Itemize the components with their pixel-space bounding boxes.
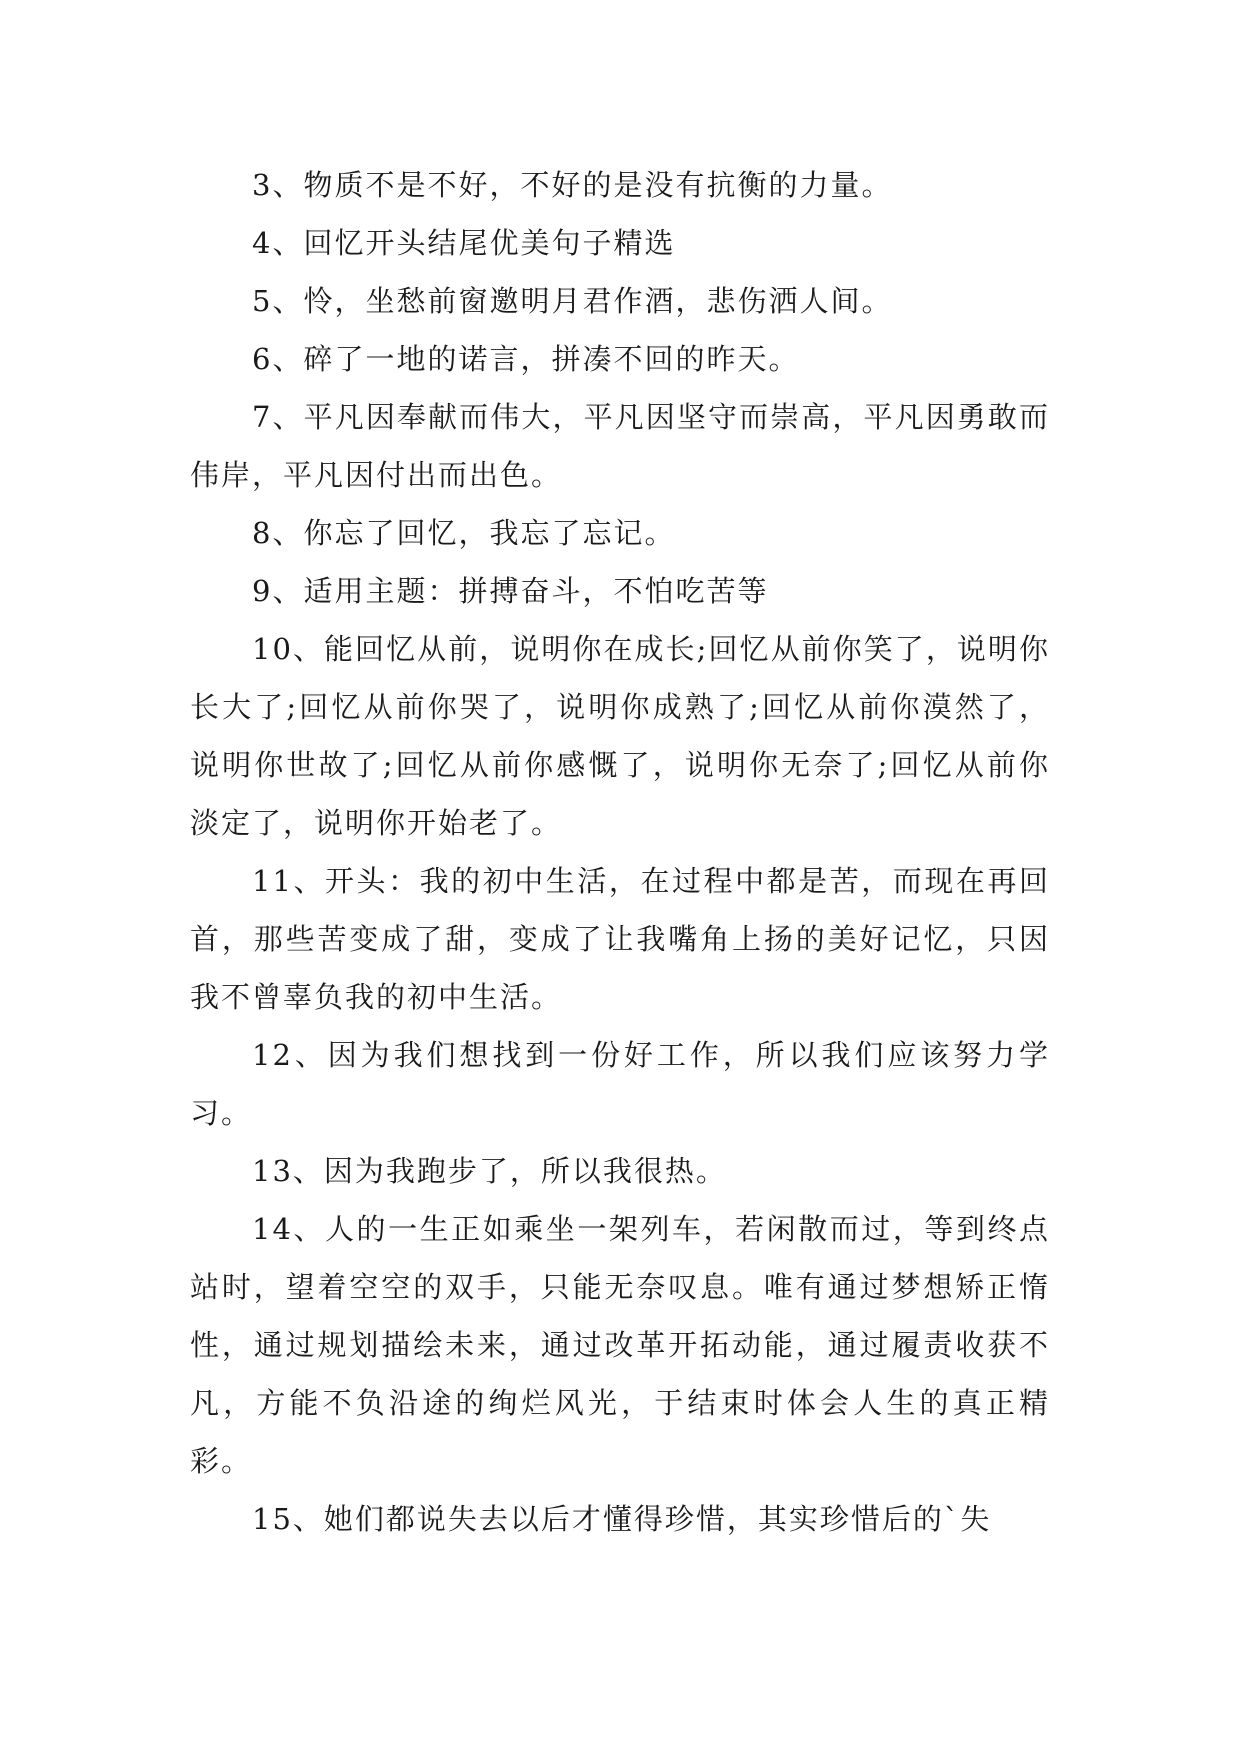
paragraph-10: 10、能回忆从前，说明你在成长;回忆从前你笑了，说明你长大了;回忆从前你哭了，说明你成熟了;回忆从前你漠然了，说明你世故了;回忆从前你感慨了，说明你无奈了;回忆从前你淡定了，说明你开始老了。 [190,632,1050,840]
paragraph-7: 7、平凡因奉献而伟大，平凡因坚守而崇高，平凡因勇敢而伟岸，平凡因付出而出色。 [190,400,1050,492]
paragraph-6: 6、碎了一地的诺言，拼凑不回的昨天。 [252,342,800,376]
paragraph-14: 14、人的一生正如乘坐一架列车，若闲散而过，等到终点站时，望着空空的双手，只能无奈叹息。唯有通过梦想矫正惰性，通过规划描绘未来，通过改革开拓动能，通过履责收获不凡，方能不负沿途的绚烂风光，于结束时体会人生的真正精彩。 [190,1212,1050,1478]
paragraph-15: 15、她们都说失去以后才懂得珍惜，其实珍惜后的`失 [252,1502,992,1536]
document-body [190,156,1050,1548]
paragraph-12: 12、因为我们想找到一份好工作，所以我们应该努力学习。 [190,1038,1050,1130]
paragraph-9: 9、适用主题：拼搏奋斗，不怕吃苦等 [252,574,769,608]
paragraph-4: 4、回忆开头结尾优美句子精选 [252,226,676,260]
paragraph-13: 13、因为我跑步了，所以我很热。 [252,1154,727,1188]
paragraph-11: 11、开头：我的初中生活，在过程中都是苦，而现在再回首，那些苦变成了甜，变成了让我嘴角上扬的美好记忆，只因我不曾辜负我的初中生活。 [190,864,1050,1014]
paragraph-3: 3、物质不是不好，不好的是没有抗衡的力量。 [252,168,893,202]
paragraph-8: 8、你忘了回忆，我忘了忘记。 [252,516,676,550]
paragraph-5: 5、怜，坐愁前窗邀明月君作酒，悲伤洒人间。 [252,284,893,318]
